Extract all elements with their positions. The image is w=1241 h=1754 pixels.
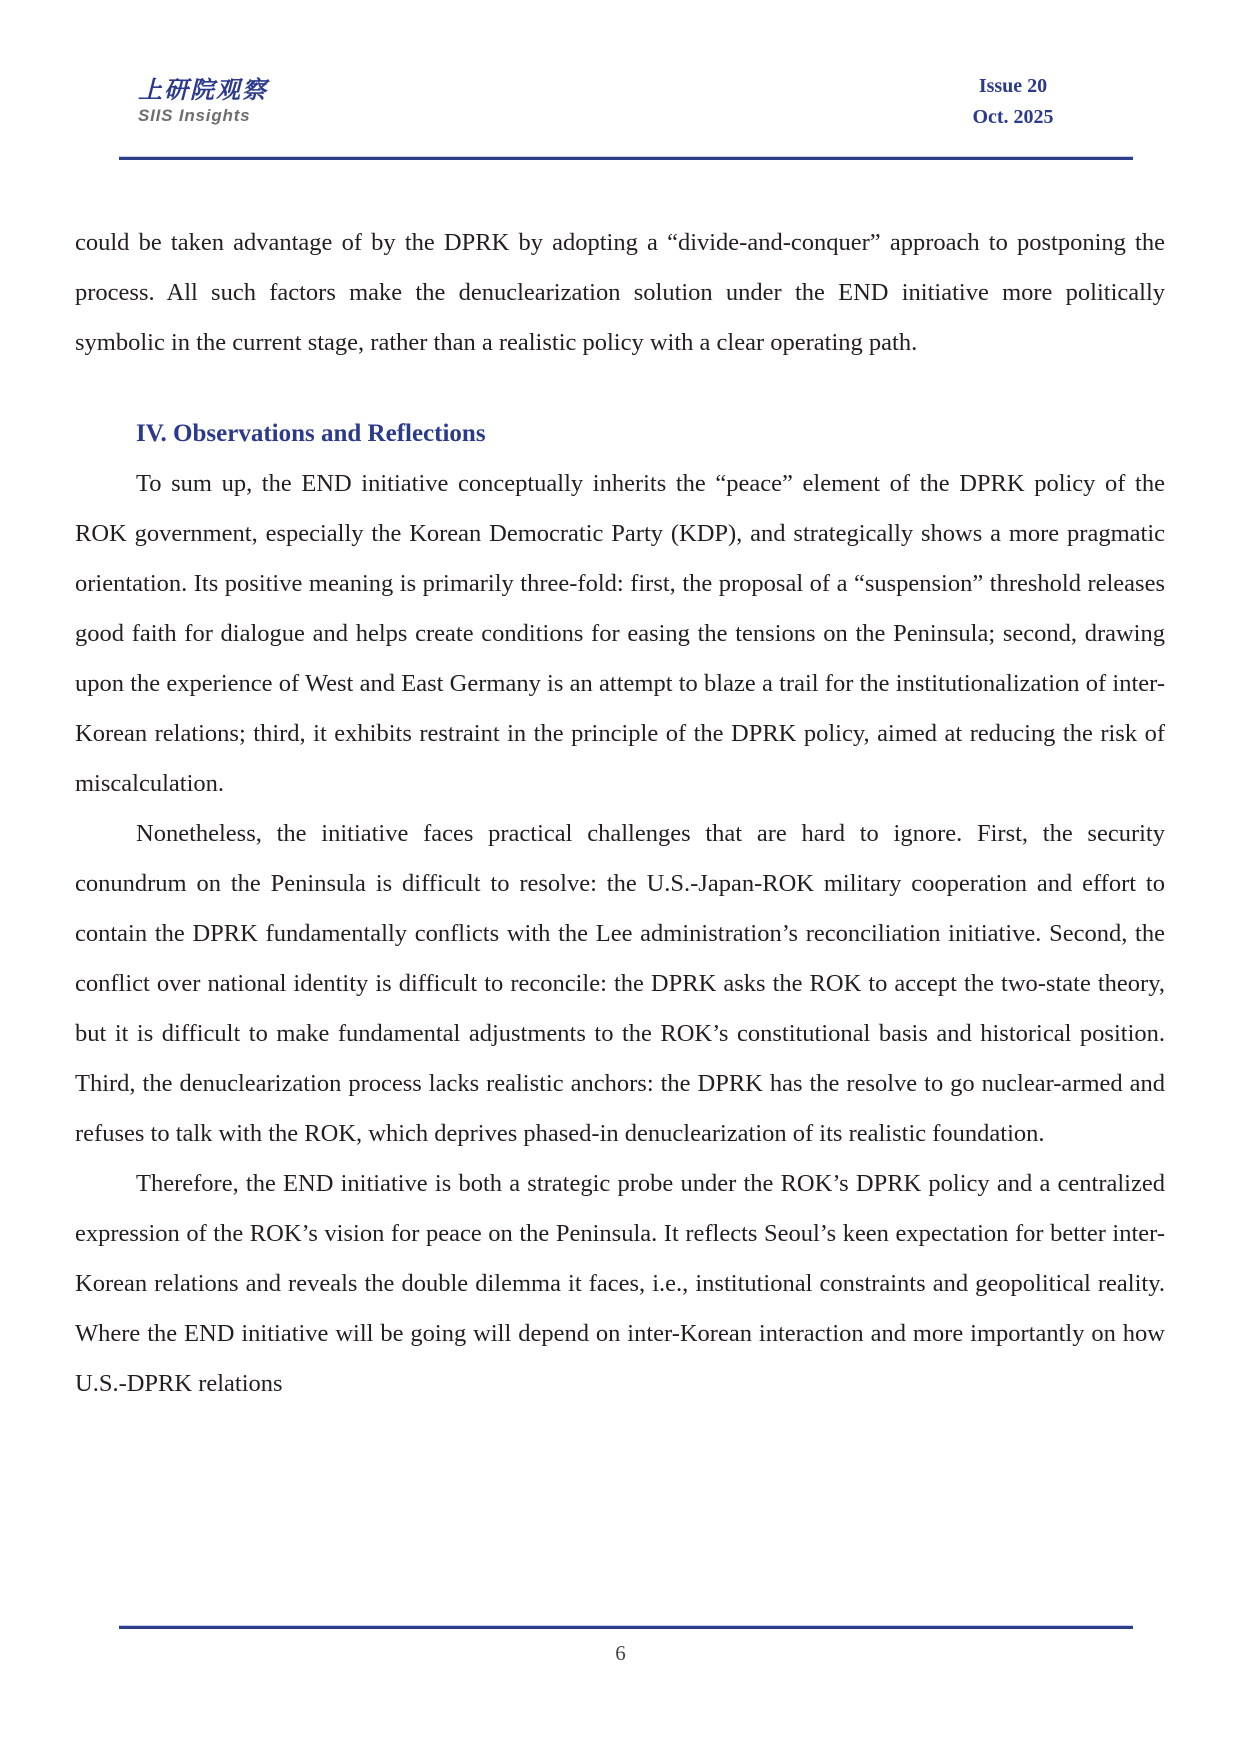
issue-date: Oct. 2025 — [972, 106, 1054, 128]
header-divider — [119, 157, 1133, 160]
issue-number: Issue 20 — [978, 75, 1048, 97]
continuation-paragraph: could be taken advantage of by the DPRK by adopting a “divide-and-conquer” approach to postponing the process. All such factors make the denuclearization solution under the END initiative more politically symbolic in the current stage, rather than a realistic policy with a clear operating path. — [75, 229, 1165, 356]
paragraph: Nonetheless, the initiative faces practical challenges that are hard to ignore. First, the security conundrum on the Peninsula is difficult to resolve: the U.S.-Japan-ROK military cooperation and effort to contain the DPRK fundamentally conflicts with the Lee administration’s reconciliation initiative. Second, the conflict over national identity is difficult to reconcile: the DPRK asks the ROK to accept the two-state theory, but it is difficult to make fundamental adjustments to the ROK’s constitutional basis and historical position. Third, the denuclearization process lacks realistic anchors: the DPRK has the resolve to go nuclear-armed and refuses to talk with the ROK, which deprives phased-in denuclearization of its realistic foundation. — [75, 820, 1165, 1147]
footer-divider — [119, 1626, 1133, 1629]
paragraph: Therefore, the END initiative is both a strategic probe under the ROK’s DPRK policy and a centralized expression of the ROK’s vision for peace on the Peninsula. It reflects Seoul’s keen expectation for better inter-Korean relations and reveals the double dilemma it faces, i.e., institutional constraints and geopolitical reality. Where the END initiative will be going will depend on inter-Korean interaction and more importantly on how U.S.-DPRK relations — [75, 1170, 1165, 1397]
section-heading: IV. Observations and Reflections — [136, 420, 486, 447]
publication-logo-english: SIIS Insights — [138, 106, 251, 125]
page-number: 6 — [615, 1641, 626, 1665]
paragraph: To sum up, the END initiative conceptually inherits the “peace” element of the DPRK policy of the ROK government, especially the Korean Democratic Party (KDP), and strategically shows a more pragmatic orientation. Its positive meaning is primarily three-fold: first, the proposal of a “suspension” threshold releases good faith for dialogue and helps create conditions for easing the tensions on the Peninsula; second, drawing upon the experience of West and East Germany is an attempt to blaze a trail for the institutionalization of inter-Korean relations; third, it exhibits restraint in the principle of the DPRK policy, aimed at reducing the risk of miscalculation. — [75, 470, 1165, 797]
publication-logo-chinese: 上研院观察 — [138, 75, 268, 104]
article-body — [75, 218, 1165, 1409]
